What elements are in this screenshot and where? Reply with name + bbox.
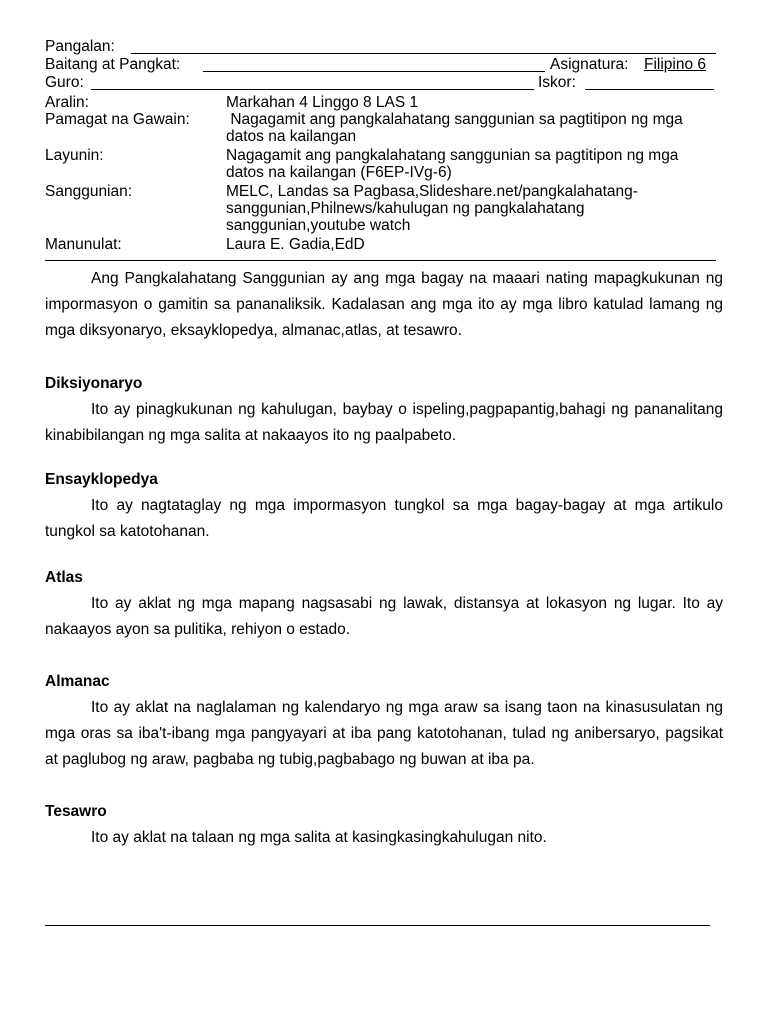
- footer-rule: [45, 925, 710, 926]
- info-row-aralin: [45, 94, 723, 111]
- section-title: Almanac: [45, 673, 110, 690]
- lesson-info: [45, 94, 723, 253]
- baitang-blank[interactable]: [203, 71, 545, 72]
- info-value: MELC, Landas sa Pagbasa,Slideshare.net/pangkalahatang-sanggunian,Philnews/kahulugan ng pangkalahatang sanggunian,youtube watch: [226, 183, 638, 234]
- info-row-layunin: [45, 147, 723, 181]
- asignatura-label: Asignatura:: [550, 56, 629, 73]
- section-title: Atlas: [45, 569, 83, 586]
- pangalan-blank[interactable]: [131, 53, 716, 54]
- section-text: Ito ay aklat ng mga mapang nagsasabi ng lawak, distansya at lokasyon ng lugar. Ito ay nakaayos ayon sa pulitika, rehiyon o estado.: [45, 595, 723, 638]
- info-key: Manunulat:: [45, 236, 122, 253]
- section-title: Tesawro: [45, 803, 107, 820]
- section-title: Ensayklopedya: [45, 471, 158, 488]
- header-divider: [45, 260, 716, 261]
- section-text: Ito ay aklat na talaan ng mga salita at kasingkasingkahulugan nito.: [91, 829, 547, 846]
- info-key: Pamagat na Gawain:: [45, 111, 190, 128]
- info-value: Laura E. Gadia,EdD: [226, 236, 365, 253]
- iskor-label: Iskor:: [538, 74, 576, 91]
- section-text: Ito ay nagtataglay ng mga impormasyon tungkol sa mga bagay-bagay at mga artikulo tungkol sa katotohanan.: [45, 497, 723, 540]
- info-value: Markahan 4 Linggo 8 LAS 1: [226, 94, 419, 111]
- lesson-body: [45, 266, 723, 851]
- section-title: Diksiyonaryo: [45, 375, 143, 392]
- info-key: Layunin:: [45, 147, 104, 164]
- baitang-line: [45, 56, 723, 74]
- pangalan-line: [45, 38, 723, 56]
- info-value: Nagagamit ang pangkalahatang sanggunian sa pagtitipon ng mga datos na kailangan (F6EP-IVg-6): [226, 147, 679, 181]
- info-row-sanggunian: [45, 183, 723, 234]
- info-row-manunulat: [45, 236, 723, 253]
- guro-label: Guro:: [45, 74, 84, 91]
- guro-blank[interactable]: [91, 89, 534, 90]
- info-value: Nagagamit ang pangkalahatang sanggunian sa pagtitipon ng mga datos na kailangan: [226, 111, 688, 145]
- section-text: Ito ay pinagkukunan ng kahulugan, baybay o ispeling,pagpapantig,bahagi ng pananalitang kinabibilangan ng mga salita at nakaayos ito ng paalpabeto.: [45, 401, 723, 444]
- intro-paragraph: Ang Pangkalahatang Sanggunian ay ang mga bagay na maaari nating mapagkukunan ng impormasyon o gamitin sa pananaliksik. Kadalasan ang mga ito ay mga libro katulad lamang ng mga diksyonaryo, eksayklopedya, almanac,atlas, at tesawro.: [45, 270, 723, 339]
- info-key: Aralin:: [45, 94, 89, 111]
- worksheet-page: [45, 38, 723, 846]
- info-row-pamagat: [45, 111, 723, 145]
- guro-line: [45, 74, 723, 92]
- iskor-blank[interactable]: [585, 89, 714, 90]
- baitang-label: Baitang at Pangkat:: [45, 56, 181, 73]
- pangalan-label: Pangalan:: [45, 38, 115, 55]
- asignatura-value: Filipino 6: [644, 56, 707, 73]
- info-key: Sanggunian:: [45, 183, 133, 200]
- section-text: Ito ay aklat na naglalaman ng kalendaryo ng mga araw sa isang taon na kinasusulatan ng mga oras sa iba't-ibang mga pangyayari at iba pang katotohanan, tulad ng anibersaryo, pagsikat at paglubog ng araw, pagbaba ng tubig,pagbabago ng buwan at iba pa.: [45, 699, 723, 768]
